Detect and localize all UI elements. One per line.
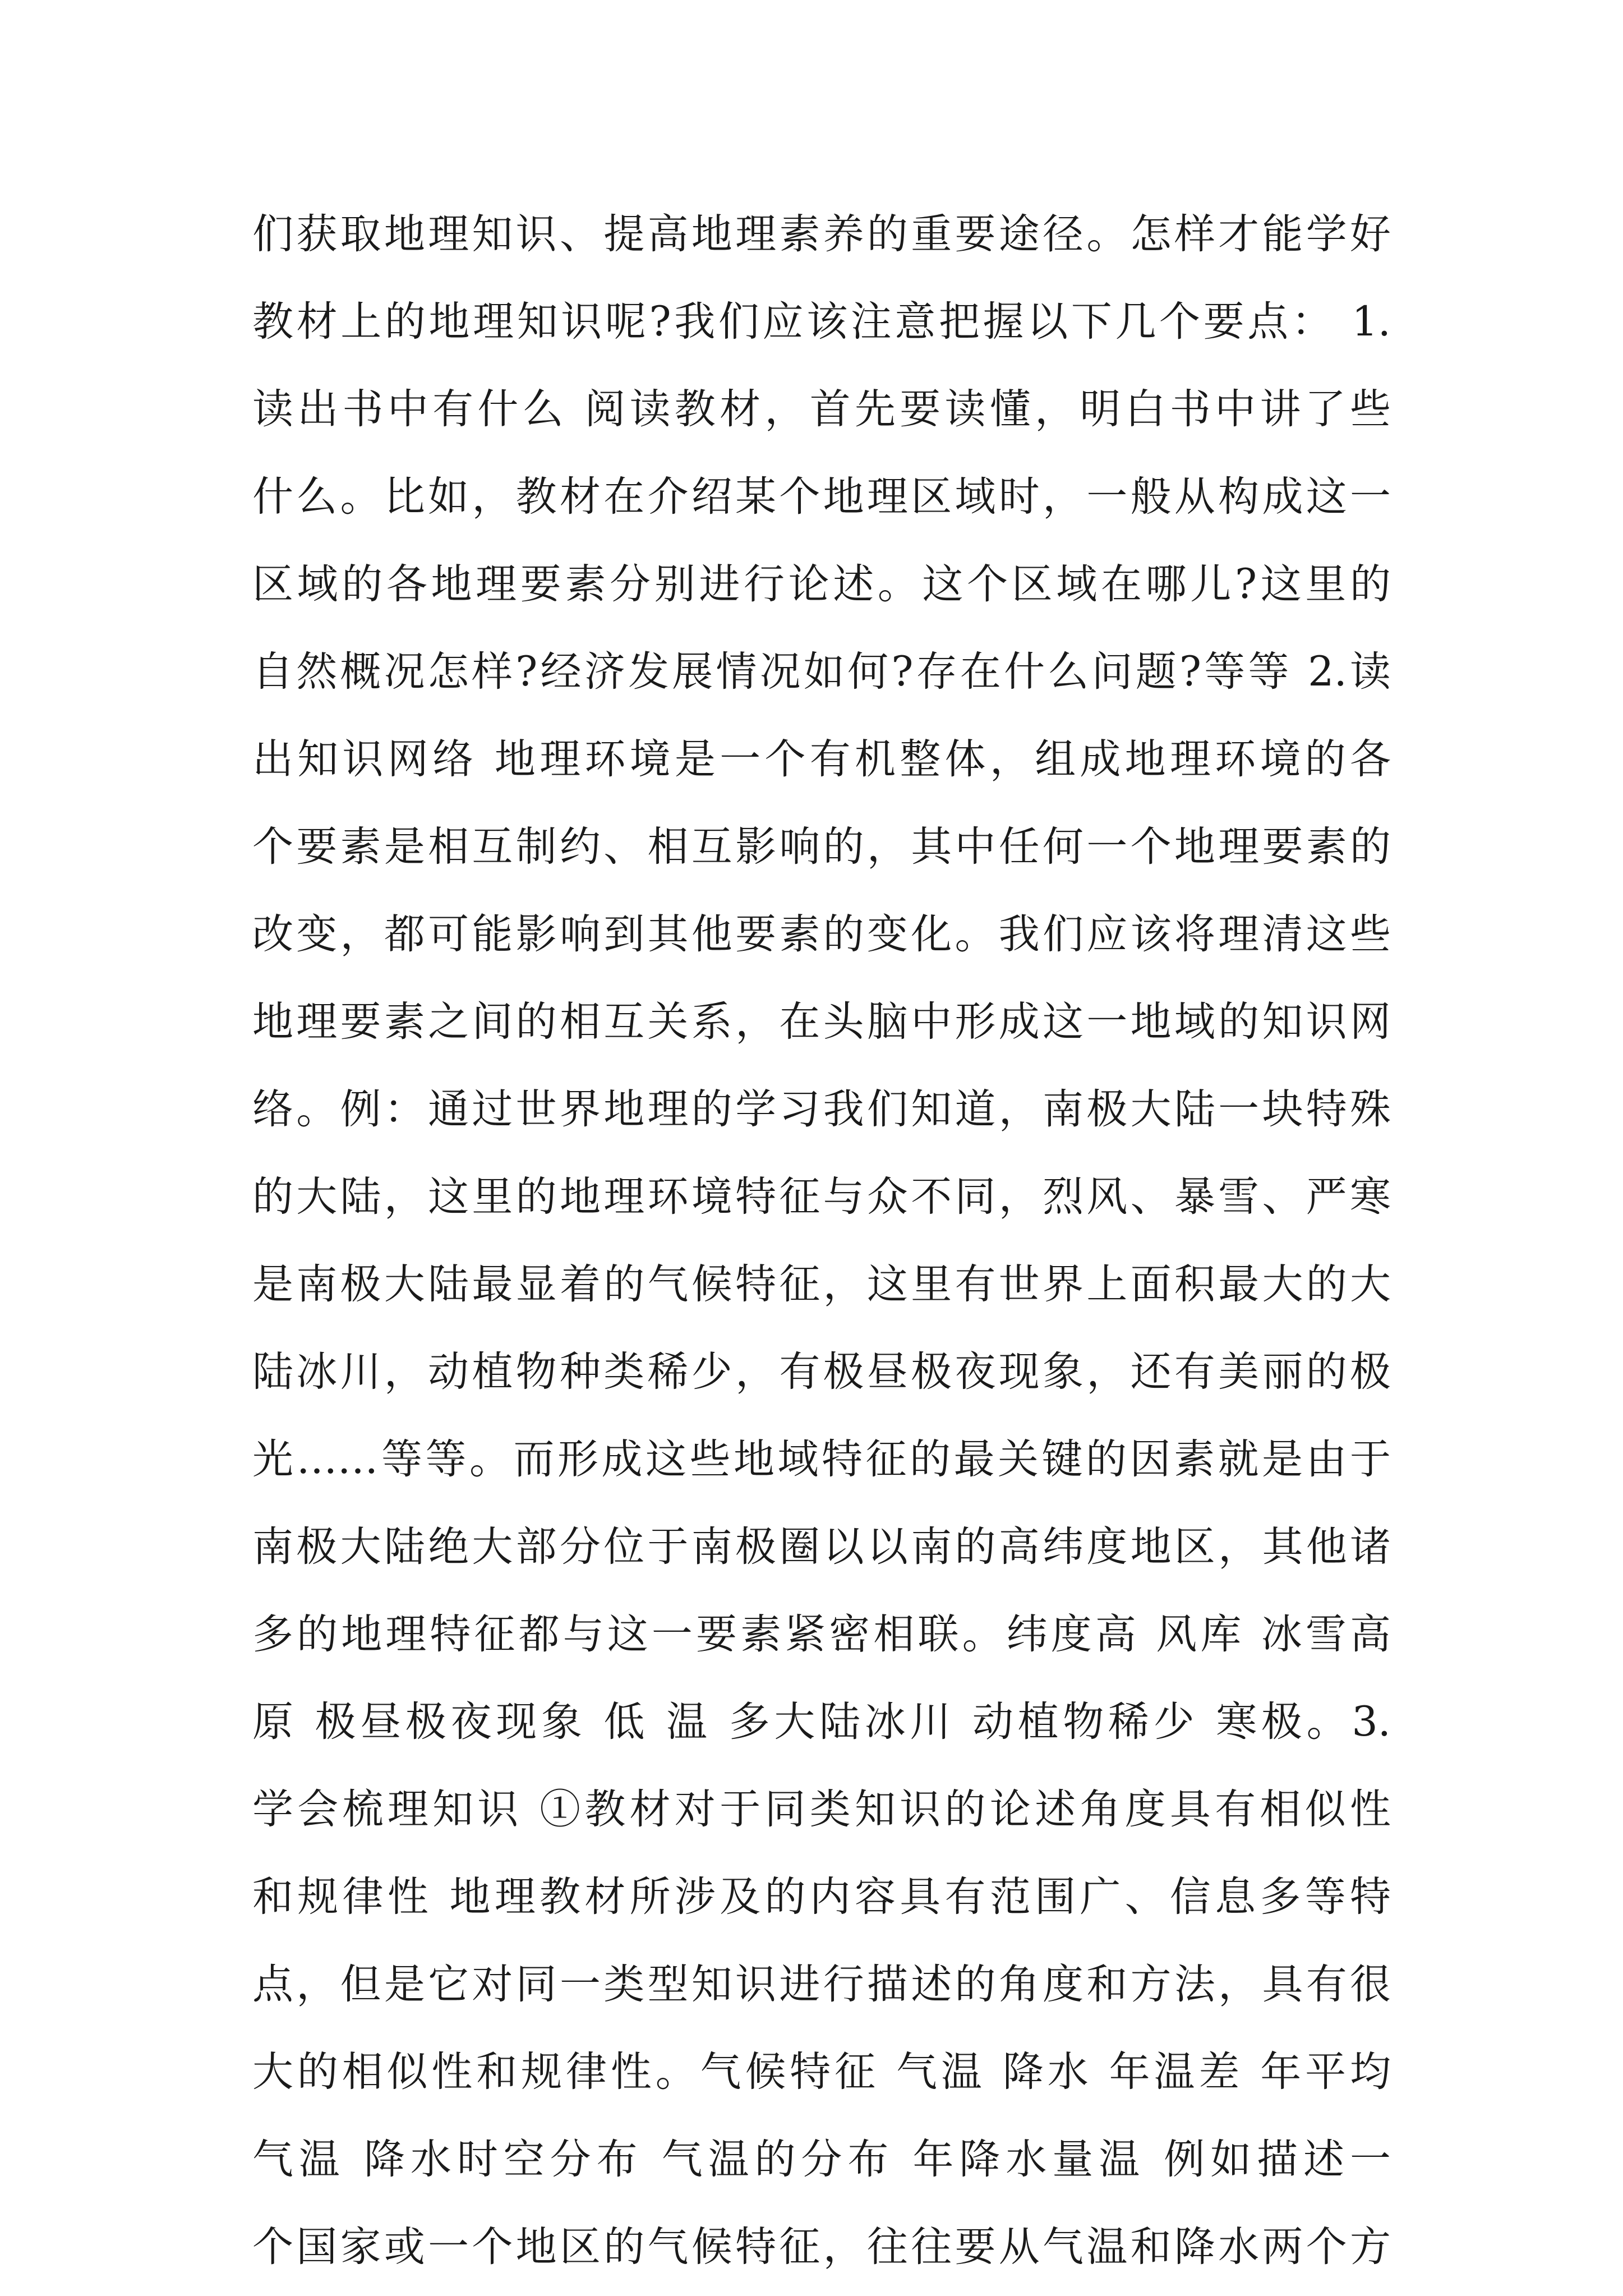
- text-line: 学会梳理知识 ①教材对于同类知识的论述角度具有相似性: [252, 1786, 1391, 1833]
- text-line: 自然概况怎样?经济发展情况如何?存在什么问题?等等 2.读: [252, 648, 1391, 696]
- text-line: 南极大陆绝大部分位于南极圈以以南的高纬度地区，其他诸: [252, 1523, 1391, 1571]
- text-line: 什么。比如，教材在介绍某个地理区域时，一般从构成这一: [252, 473, 1391, 521]
- text-line: 出知识网络 地理环境是一个有机整体，组成地理环境的各: [252, 735, 1391, 783]
- text-line: 络。例：通过世界地理的学习我们知道，南极大陆一块特殊: [252, 1085, 1391, 1133]
- body-text: [252, 191, 1391, 2291]
- text-line: 改变，都可能影响到其他要素的变化。我们应该将理清这些: [252, 910, 1391, 958]
- text-line: 们获取地理知识、提高地理素养的重要途径。怎样才能学好: [252, 210, 1391, 258]
- text-line: 教材上的地理知识呢?我们应该注意把握以下几个要点： 1.: [252, 298, 1391, 346]
- text-line: 个要素是相互制约、相互影响的，其中任何一个地理要素的: [252, 823, 1391, 871]
- text-line: 陆冰川，动植物种类稀少，有极昼极夜现象，还有美丽的极: [252, 1348, 1391, 1396]
- text-line: 和规律性 地理教材所涉及的内容具有范围广、信息多等特: [252, 1873, 1391, 1921]
- text-line: 读出书中有什么 阅读教材，首先要读懂，明白书中讲了些: [252, 385, 1391, 433]
- text-line: 的大陆，这里的地理环境特征与众不同，烈风、暴雪、严寒: [252, 1173, 1391, 1221]
- text-line: 光……等等。而形成这些地域特征的最关键的因素就是由于: [252, 1435, 1391, 1483]
- text-line: 气温 降水时空分布 气温的分布 年降水量温 例如描述一: [252, 2136, 1391, 2183]
- text-line: 大的相似性和规律性。气候特征 气温 降水 年温差 年平均: [252, 2048, 1391, 2096]
- text-line: 个国家或一个地区的气候特征，往往要从气温和降水两个方: [252, 2223, 1391, 2271]
- text-line: 地理要素之间的相互关系，在头脑中形成这一地域的知识网: [252, 998, 1391, 1046]
- text-line: 原 极昼极夜现象 低 温 多大陆冰川 动植物稀少 寒极。3.: [252, 1698, 1391, 1746]
- text-line: 是南极大陆最显着的气候特征，这里有世界上面积最大的大: [252, 1260, 1391, 1308]
- text-line: 多的地理特征都与这一要素紧密相联。纬度高 风库 冰雪高: [252, 1611, 1391, 1658]
- text-line: 区域的各地理要素分别进行论述。这个区域在哪儿?这里的: [252, 560, 1391, 608]
- text-line: 点，但是它对同一类型知识进行描述的角度和方法，具有很: [252, 1961, 1391, 2008]
